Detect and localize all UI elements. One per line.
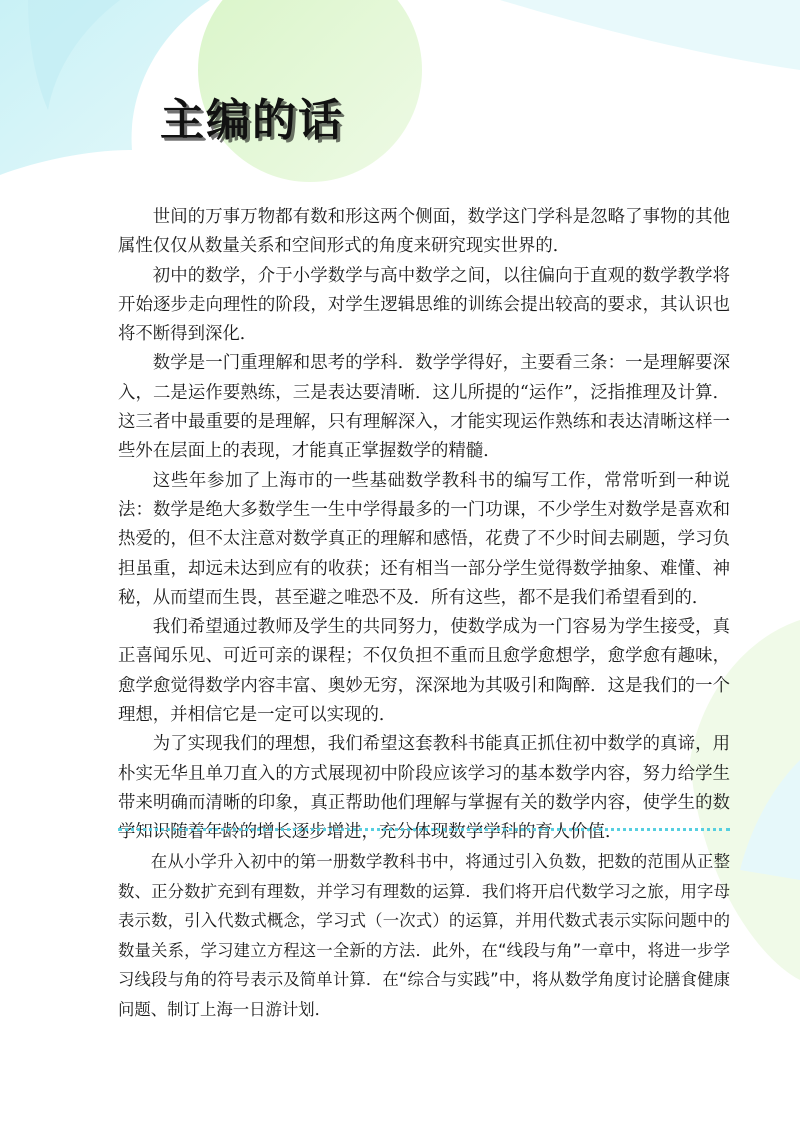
paragraph: 为了实现我们的理想，我们希望这套教科书能真正抓住初中数学的真谛，用朴实无华且单刀直入的方式展现初中阶段应该学习的基本数学内容，努力给学生带来明确而清晰的印象，真正帮助他们理解与掌握有关的数学内容，使学生的数学知识随着年龄的增长逐步增进，充分体现数学学科的育人价值． xyxy=(118,734,730,843)
paragraph: 这些年参加了上海市的一些基础数学教科书的编写工作，常常听到一种说法：数学是绝大多数学生一生中学得最多的一门功课，不少学生对数学是喜欢和热爱的，但不太注意对数学真正的理解和感悟，花费了不少时间去刷题，学习负担虽重，却远未达到应有的收获；还有相当一部分学生觉得数学抽象、难懂、神秘，从而望而生畏，甚至避之唯恐不及．所有这些，都不是我们希望看到的． xyxy=(118,470,730,608)
cyan-right-shape xyxy=(500,0,800,70)
dotted-divider xyxy=(118,828,730,831)
paragraph: 世间的万事万物都有数和形这两个侧面，数学这门学科是忽略了事物的其他属性仅仅从数量关系和空间形式的角度来研究现实世界的． xyxy=(118,207,730,257)
paragraph: 初中的数学，介于小学数学与高中数学之间，以往偏向于直观的数学教学将开始逐步走向理性的阶段，对学生逻辑思维的训练会提出较高的要求，其认识也将不断得到深化． xyxy=(118,265,730,345)
foreword-body xyxy=(118,203,730,848)
book-intro-paragraph: 在从小学升入初中的第一册数学教科书中，将通过引入负数，把数的范围从正整数、正分数扩充到有理数，并学习有理数的运算．我们将开启代数学习之旅，用字母表示数，引入代数式概念，学习式（一次式）的运算，并用代数式表示实际问题中的数量关系，学习建立方程这一全新的方法．此外，在“线段与角”一章中，将进一步学习线段与角的符号表示及简单计算．在“综合与实践”中，将从数学角度讨论膳食健康问题、制订上海一日游计划． xyxy=(118,852,730,1019)
paragraph: 我们希望通过教师及学生的共同努力，使数学成为一门容易为学生接受，真正喜闻乐见、可近可亲的课程；不仅负担不重而且愈学愈想学，愈学愈有趣味，愈学愈觉得数学内容丰富、奥妙无穷，深深地为其吸引和陶醉．这是我们的一个理想，并相信它是一定可以实现的． xyxy=(118,617,730,726)
paragraph: 数学是一门重理解和思考的学科．数学学得好，主要看三条：一是理解要深入，二是运作要熟练，三是表达要清晰．这儿所提的“运作”，泛指推理及计算．这三者中最重要的是理解，只有理解深入，才能实现运作熟练和表达清晰这样一些外在层面上的表现，才能真正掌握数学的精髓． xyxy=(118,353,730,462)
page-title: 主编的话 xyxy=(160,95,344,146)
